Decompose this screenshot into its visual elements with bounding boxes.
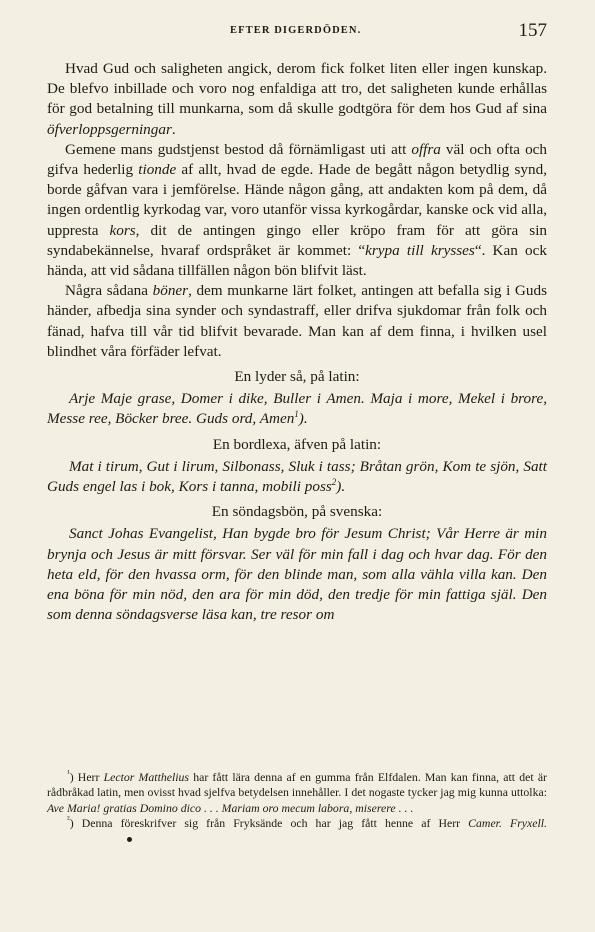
page-header xyxy=(47,20,547,44)
ink-dot-icon xyxy=(127,837,132,842)
paragraph-text: väl och ofta och gifva hederlig xyxy=(47,140,547,179)
footnote-ref-1: 1 xyxy=(294,409,299,420)
italic-term: kors xyxy=(109,221,136,239)
paragraph-text: “. Kan ock hända, att vid sådana tillfällen någon bön blifvit läst. xyxy=(47,241,547,280)
paragraph-1 xyxy=(47,59,547,140)
footnote-1 xyxy=(47,770,547,816)
paragraph-text: Hvad Gud och saligheten angick, derom fick folket liten eller ingen kunskap. De blefvo inbillade och voro nog enfaldiga att tro, det saligheten kunde erhållas för god betalning till munkarna, som då skulle godtgöra för dem hos Gud af sina xyxy=(47,60,547,118)
prayer-heading-1: En lyder så, på latin: xyxy=(234,368,360,386)
prayer-heading-2: En bordlexa, äfven på latin: xyxy=(212,435,382,453)
paragraph-3 xyxy=(47,281,547,362)
page-number: 157 xyxy=(518,20,547,41)
italic-term: Camer. Fryxell. xyxy=(468,815,547,830)
paragraph-text: Några sådana xyxy=(65,282,153,300)
verse-text: ). xyxy=(336,478,346,496)
footnote-text: ) Denna föreskrifver sig från Fryksände och har jag fått henne af Herr xyxy=(69,815,469,830)
running-head: EFTER DIGERDÖDEN. xyxy=(230,25,362,36)
verse-text: Arje Maje grase, Domer i dike, Buller i Amen. Maja i more, Mekel i brore, Messe ree, Böcker bree. Guds ord, Amen xyxy=(47,390,547,428)
prayer-heading-3: En söndagsbön, på svenska: xyxy=(211,503,383,521)
italic-term: öfverloppsgerningar xyxy=(47,120,172,138)
footnotes xyxy=(47,770,547,846)
paragraph-text: , dem munkarne lärt folket, antingen att befalla sig i Guds händer, afbedja sina synder och syndastraff, eller drifva sjukdomar från folk och fänad, hafva till vår tid blifvit bevarade. Man kan af dem finna, i hvilken usel blindhet våra förfäder lefvat. xyxy=(47,282,547,360)
italic-term: tionde xyxy=(138,161,177,179)
footnote-text: har fått lära denna af en gumma från Elfdalen. Man kan finna, att det är rådbråkad latin, men ovisst hvad sjelfva betydelsen innehåller. I det nogaste tycker jag mig kunna uttolka: xyxy=(47,770,547,800)
prayer-verse-2 xyxy=(47,457,547,497)
footnote-mark: ² xyxy=(67,813,70,824)
footnote-2 xyxy=(47,813,547,847)
prayer-verse-3 xyxy=(47,524,547,625)
paragraph-text: . xyxy=(171,120,176,138)
verse-text: Sanct Johas Evangelist, Han bygde bro för Jesum Christ; Vår Herre är min brynja och Jesus är mitt försvar. Ser väl för min fall i dag och hvar dag. För den heta eld, för den hvassa orm, för den blinde man, som alla vähla villa kan. Den ena böna för min nöd, den ara för min död, den tredje för min fattiga själ. Den som denna söndagsverse läsa kan, tre resor om xyxy=(47,525,547,624)
italic-term: Lector Matthelius xyxy=(103,770,190,784)
italic-term: krypa till krysses xyxy=(365,241,475,259)
paragraph-text: af allt, hvad de egde. Hade de begått någon betydlig synd, borde gåfvan vara i jemförelse. Hände någon gång, att andakten kom på dem, då ingen ordentlig kyrkodag var, voro utanför vissa kyrkogårdar, kanske ock vid alla, uppresta xyxy=(47,161,548,239)
body-text xyxy=(47,59,547,625)
paragraph-2 xyxy=(47,140,547,281)
italic-term: Ave Maria! gratias Domino dico . . . Mariam oro mecum labora, miserere . . . xyxy=(47,800,414,815)
footnote-mark: ¹ xyxy=(67,768,70,779)
footnote-ref-2: 2 xyxy=(331,477,337,487)
italic-term: offra xyxy=(411,140,441,158)
verse-text: ). xyxy=(298,410,308,428)
footnote-text: ) Herr xyxy=(69,770,104,784)
paragraph-text: , dit de antingen gingo eller kröpo fram för att göra sin syndabekännelse, hvaraf ordspråket är kommet: “ xyxy=(47,221,548,259)
prayer-verse-1 xyxy=(47,389,547,429)
verse-text: Mat i tirum, Gut i lirum, Silbonass, Sluk i tass; Bråtan grön, Kom te sjön, Satt Guds engel las i bok, Kors i tanna, mobili poss xyxy=(47,457,547,496)
paragraph-text: Gemene mans gudstjenst bestod då förnämligast uti att xyxy=(65,140,412,158)
italic-term: böner xyxy=(152,282,189,300)
